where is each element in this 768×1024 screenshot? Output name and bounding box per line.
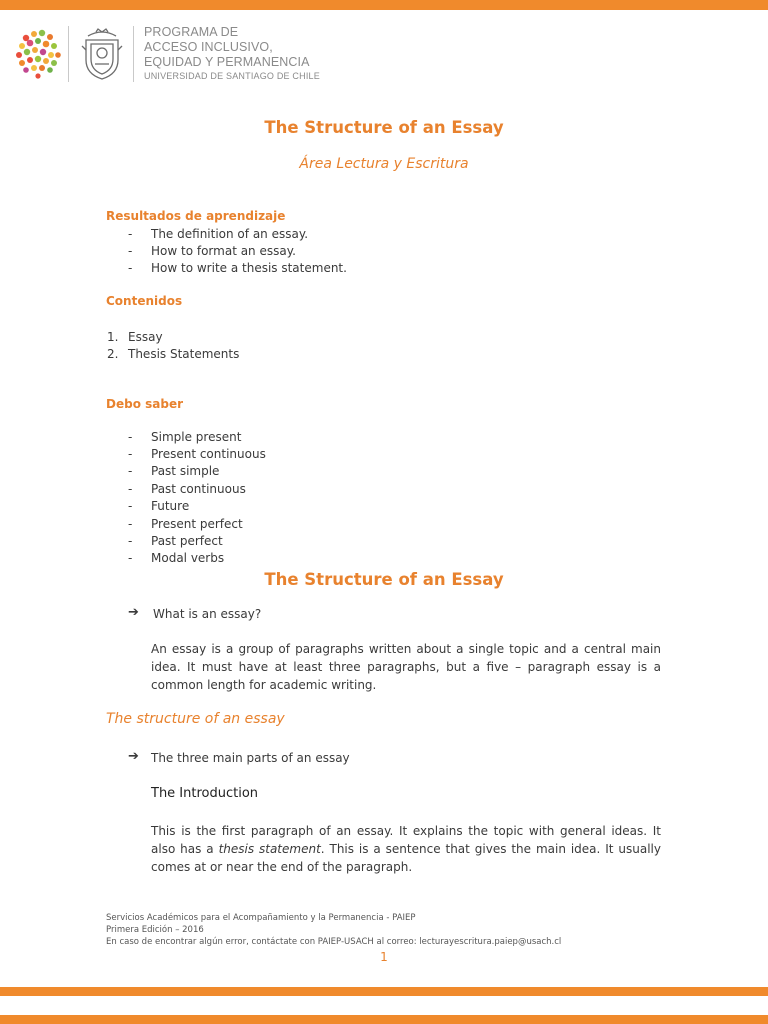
footer-line: Primera Edición – 2016: [106, 925, 204, 935]
header-divider: [133, 26, 134, 82]
org-name: [144, 25, 404, 82]
list-number: 1.: [107, 330, 119, 344]
top-accent-bar: [0, 0, 768, 10]
prerequisites-heading: Debo saber: [106, 397, 183, 411]
paragraph-text: This is the first paragraph of an essay. It explains the topic with general ideas. It also has a: [151, 824, 661, 856]
university-crest-icon: [78, 26, 126, 82]
arrow-right-icon: ➔: [128, 749, 139, 764]
list-item: Past simple: [151, 464, 220, 478]
list-item: How to format an essay.: [151, 244, 296, 258]
org-line: PROGRAMA DE: [144, 25, 239, 39]
dash-bullet: -: [128, 499, 133, 513]
introduction-paragraph: [151, 822, 661, 876]
list-item: Present continuous: [151, 447, 266, 461]
list-item: Past continuous: [151, 482, 246, 496]
footer: [106, 912, 561, 948]
bottom-accent-bar: [0, 1015, 768, 1024]
arrow-right-icon: ➔: [128, 605, 139, 620]
leaf-tree-logo-icon: [14, 28, 64, 82]
list-item: Thesis Statements: [128, 347, 240, 361]
university-name: UNIVERSIDAD DE SANTIAGO DE CHILE: [144, 71, 320, 81]
dash-bullet: -: [128, 534, 133, 548]
dash-bullet: -: [128, 464, 133, 478]
question-text: What is an essay?: [153, 607, 262, 621]
dash-bullet: -: [128, 447, 133, 461]
introduction-heading: The Introduction: [151, 786, 259, 801]
section-title: The Structure of an Essay: [264, 570, 504, 589]
list-item: How to write a thesis statement.: [151, 261, 347, 275]
list-item: Past perfect: [151, 534, 223, 548]
org-line: ACCESO INCLUSIVO,: [144, 40, 273, 54]
dash-bullet: -: [128, 517, 133, 531]
learning-outcomes-heading: Resultados de aprendizaje: [106, 209, 286, 223]
dash-bullet: -: [128, 261, 133, 275]
footer-line: Servicios Académicos para el Acompañamiento y la Permanencia - PAIEP: [106, 913, 416, 923]
contents-heading: Contenidos: [106, 294, 183, 308]
list-number: 2.: [107, 347, 119, 361]
thesis-statement-term: thesis statement: [218, 842, 321, 856]
dash-bullet: -: [128, 482, 133, 496]
footer-line: En caso de encontrar algún error, contáctate con PAIEP-USACH al correo: lecturayescritura.paiep@usach.cl: [106, 937, 562, 947]
dash-bullet: -: [128, 244, 133, 258]
bottom-accent-bar: [0, 987, 768, 996]
list-item: Essay: [128, 330, 163, 344]
document-subtitle: Área Lectura y Escritura: [299, 156, 469, 172]
list-item: Simple present: [151, 430, 242, 444]
org-line: EQUIDAD Y PERMANENCIA: [144, 55, 310, 69]
dash-bullet: -: [128, 430, 133, 444]
list-item: Present perfect: [151, 517, 243, 531]
dash-bullet: -: [128, 227, 133, 241]
list-item: The definition of an essay.: [151, 227, 309, 241]
list-item: Modal verbs: [151, 551, 225, 565]
essay-definition-paragraph: An essay is a group of paragraphs written about a single topic and a central main idea. It must have at least three paragraphs, but a five – paragraph essay is a common length for academic writing.: [151, 642, 661, 692]
list-item: Future: [151, 499, 190, 513]
paragraph-text: . This is a sentence that gives the main idea. It usually comes at or near the end of the paragraph.: [151, 842, 661, 874]
header-divider: [68, 26, 69, 82]
dash-bullet: -: [128, 551, 133, 565]
document-title: The Structure of an Essay: [264, 118, 504, 137]
page-number: 1: [380, 950, 388, 964]
question-text: The three main parts of an essay: [151, 751, 350, 765]
structure-heading: The structure of an essay: [106, 711, 285, 727]
